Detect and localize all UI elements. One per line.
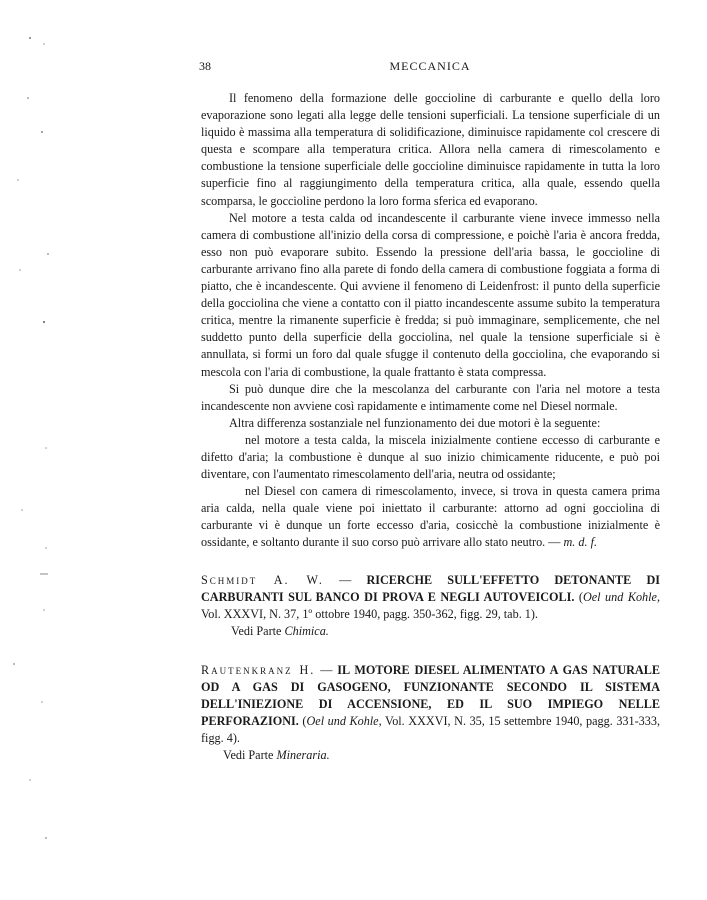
bibliography-entry: Rautenkranz H. — IL MOTORE DIESEL ALIMENTATO A GAS NATURALE OD A GAS DI GASOGENO, FUNZIONANTE SECONDO IL SISTEMA DELL'INIEZIONE DI ACCENSIONE, ED IL SUO IMPIEGO NELLE PERFORAZIONI. (Oel und Kohle, Vol. XXXVI, N. 35, 15 settembre 1940, pagg. 331-333, figg. 4). Vedi Parte Mineraria.: [201, 662, 660, 765]
running-title: MECCANICA: [389, 59, 471, 73]
scan-margin-specks: [0, 0, 80, 900]
entry-author: Rautenkranz H.: [201, 662, 316, 677]
paragraph: Altra differenza sostanziale nel funzionamento dei due motori è la seguente:: [229, 415, 601, 430]
bibliography-entry: Schmidt A. W. — RICERCHE SULL'EFFETTO DETONANTE DI CARBURANTI SUL BANCO DI PROVA E NEGLI AUTOVEICOLI. (Oel und Kohle, Vol. XXXVI, N. 37, 1º ottobre 1940, pagg. 350-362, figg. 29, tab. 1). Vedi Parte Chimica.: [201, 572, 660, 640]
entry-journal: Oel und Kohle: [306, 714, 379, 729]
see-prefix: Vedi Parte: [223, 748, 274, 763]
entry-citation: , Vol. XXXVI, N. 35, 15 settembre 1940, pagg. 331-333, figg. 4).: [201, 714, 660, 746]
entry-title: RICERCHE SULL'EFFETTO DETONANTE DI CARBURANTI SUL BANCO DI PROVA E NEGLI AUTOVEICOLI.: [201, 572, 660, 604]
entry-author: Schmidt A. W.: [201, 572, 324, 587]
paragraph: Nel motore a testa calda od incandescente il carburante viene invece immesso nella camera di combustione all'inizio della corsa di compressione, e poichè l'aria è ancora fredda, esso non può evaporare subito. Essendo la pressione dell'aria bassa, le goccioline di carburante arrivano fino alla parete di fondo della camera di combustione foggiata a forma di piatto, che è incandescente. Qui avviene il fenomeno di Leidenfrost: il punto della superficie della gocciolina che viene a contatto con il piatto incandescente assume subito la temperatura critica, mentre la rimanente superficie è fredda; si può immaginare, semplicemente, che nel suddetto punto della superficie della gocciolina, nel quale la tensione superficiale si è annullata, si formi un foro dal quale sfugge il contenuto della gocciolina, che evaporando si mescola con l'aria di combustione, la quale frattanto è stata compressa.: [201, 210, 660, 379]
paragraph-text: nel Diesel con camera di rimescolamento, invece, si trova in questa camera prima aria calda, nella quale viene poi iniettato il carburante: attorno ad ogni gocciolina di carburante vi è dunque un forte eccesso d'aria, cosicchè la combustione inizialmente è ossidante, e soltanto durante il suo corso può arrivare allo stato neutro. —: [201, 484, 660, 550]
see-section: Chimica.: [284, 623, 329, 638]
paragraph: nel motore a testa calda, la miscela inizialmente contiene eccesso di carburante e difetto d'aria; la combustione è dunque al suo inizio chimicamente riducente, e può poi diventare, con l'aumentato rimescolamento dell'aria, neutra od ossidante;: [201, 432, 660, 482]
entry-journal: Oel und Kohle: [582, 589, 657, 604]
author-initials: m. d. f.: [563, 535, 598, 550]
see-section: Mineraria.: [276, 748, 330, 763]
entry-citation: , Vol. XXXVI, N. 37, 1º ottobre 1940, pagg. 350-362, figg. 29, tab. 1).: [201, 589, 660, 621]
article-body: [201, 90, 660, 764]
see-prefix: Vedi Parte: [231, 623, 282, 638]
page-number: 38: [199, 59, 211, 73]
entry-title: IL MOTORE DIESEL ALIMENTATO A GAS NATURALE OD A GAS DI GASOGENO, FUNZIONANTE SECONDO IL SISTEMA DELL'INIEZIONE DI ACCENSIONE, ED IL SUO IMPIEGO NELLE PERFORAZIONI.: [201, 662, 660, 729]
paragraph: Il fenomeno della formazione delle goccioline di carburante e quello della loro evaporazione sono legati alla legge delle tensioni superficiali. La tensione superficiale di un liquido è massima alla temperatura di solidificazione, diminuisce rapidamente col crescere di questa e scompare alla temperatura critica. Allora nella camera di rimescolamento e combustione la tensione superficiale delle goccioline diminuisce rapidamente in tutta la loro superficie fino al raggiungimento della temperatura critica, alla quale, essendo quella scomparsa, le goccioline perdono la loro forma sferica ed evaporano.: [201, 91, 660, 208]
paragraph: Si può dunque dire che la mescolanza del carburante con l'aria nel motore a testa incandescente non avviene così rapidamente e intimamente come nel Diesel normale.: [201, 381, 660, 413]
paragraph: [201, 483, 660, 551]
see-reference: [201, 747, 660, 764]
see-reference: [201, 623, 660, 640]
